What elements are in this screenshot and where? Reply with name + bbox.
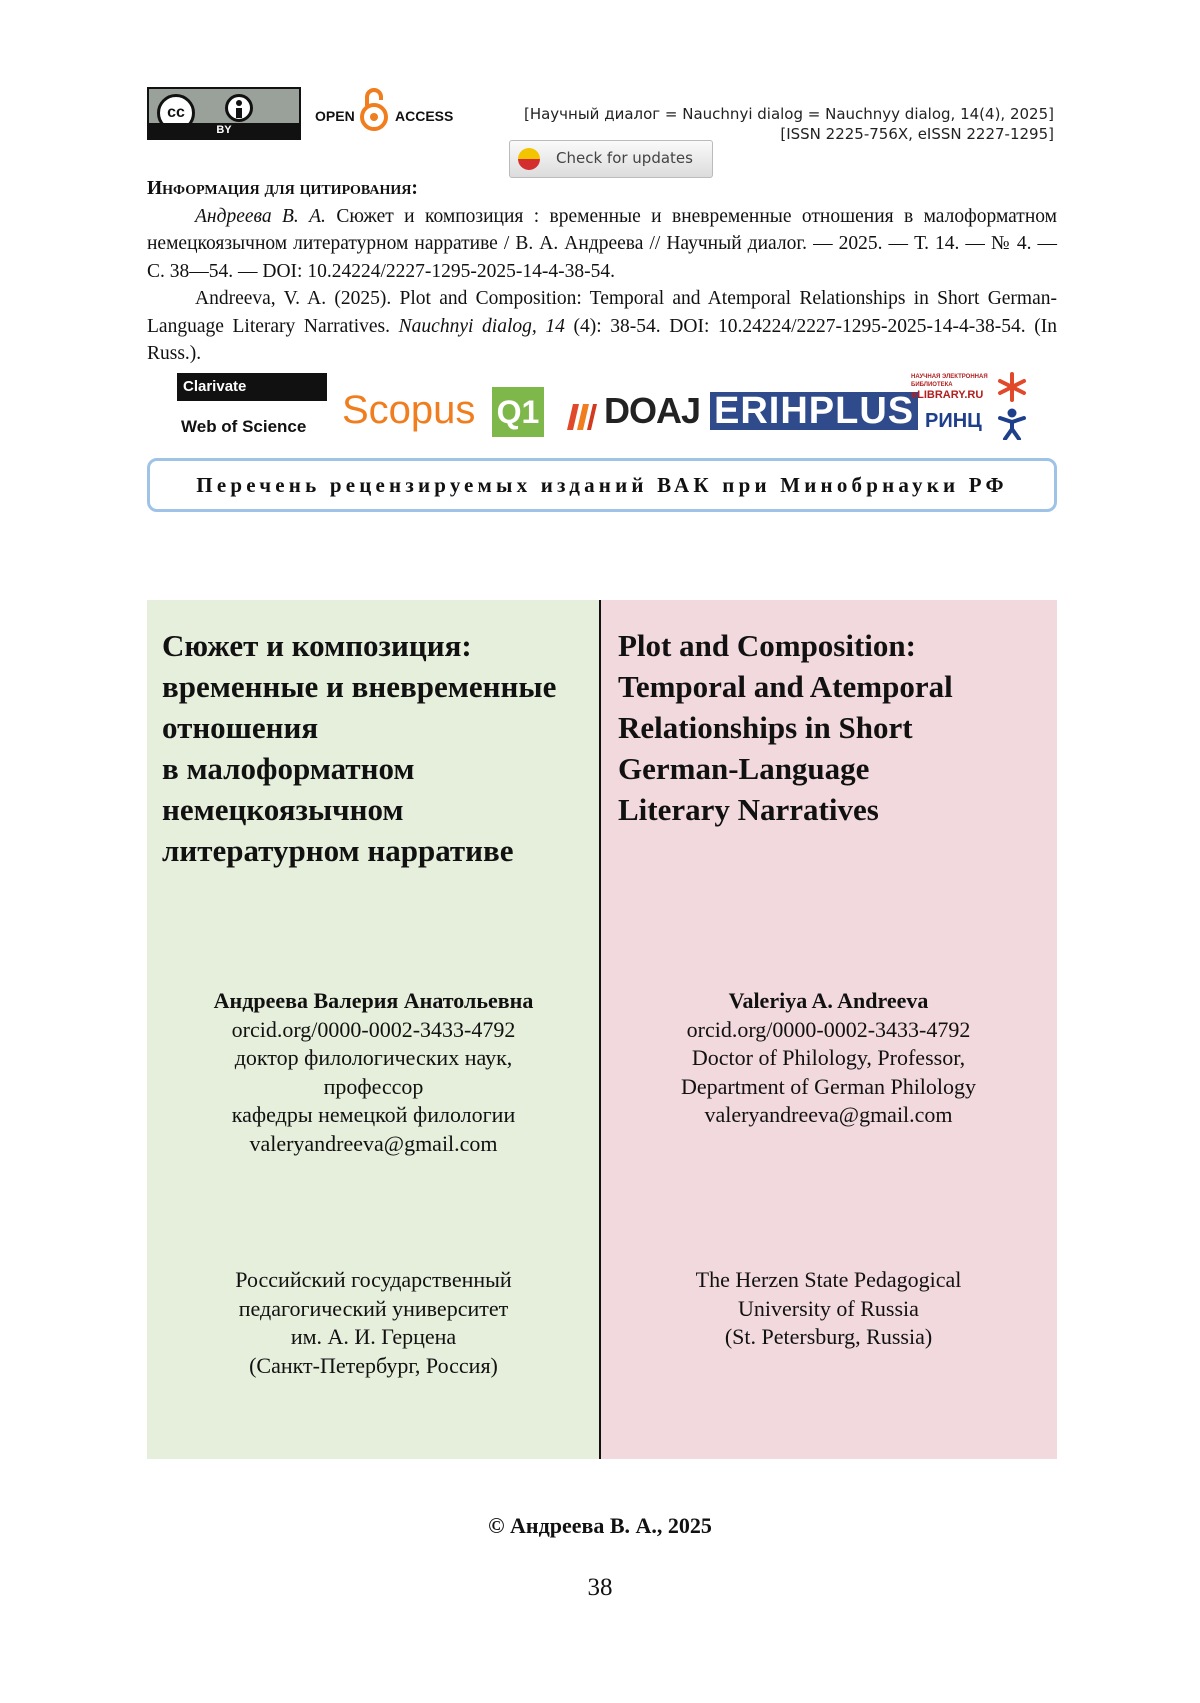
- author-name-russian: Андреева Валерия Анатольевна: [213, 988, 534, 1013]
- title-line: Plot and Composition:: [618, 628, 916, 663]
- vak-list-banner: Перечень рецензируемых изданий ВАК при Минобрнауки РФ: [147, 458, 1057, 512]
- title-line: в малоформатном: [162, 751, 415, 786]
- journal-title-line: [Научный диалог = Nauchnyi dialog = Nauchnyy dialog, 14(4), 2025]: [523, 105, 1054, 123]
- doaj-bars-icon: [565, 400, 599, 432]
- author-position: профессор: [323, 1073, 424, 1099]
- affiliation-line: University of Russia: [738, 1295, 919, 1321]
- citation-english-journal: Nauchnyi dialog, 14: [398, 315, 565, 337]
- citation-english-text: Andreeva, V. A. (2025). Plot and Composition: Temporal and Atemporal Relationships in Short German-Language Literary Narratives.: [147, 288, 1057, 337]
- citation-english: [147, 285, 1057, 368]
- scopus-logo: Scopus: [342, 388, 476, 432]
- affiliation-line: им. А. И. Герцена: [290, 1324, 457, 1350]
- title-line: Literary Narratives: [618, 792, 879, 827]
- author-degree: Doctor of Philology, Professor,: [691, 1045, 966, 1071]
- citation-heading: Информация для цитирования:: [147, 178, 418, 199]
- affiliation-line: Российский государственный: [235, 1267, 512, 1292]
- elibrary-caption: НАУЧНАЯ ЭЛЕКТРОННАЯ БИБЛИОТЕКА: [911, 374, 988, 388]
- check-for-updates-button[interactable]: [509, 140, 713, 178]
- citation-russian-author: Андреева В. А.: [195, 205, 326, 227]
- elibrary-logo: [911, 373, 991, 401]
- title-line: Temporal and Atemporal: [618, 669, 953, 704]
- citation-english-pages: (4): 38-54. DOI: 10.24224/2227-1295-2025-14-4-38-54. (In Russ.).: [147, 315, 1057, 364]
- web-of-science-logo: Web of Science: [181, 417, 307, 436]
- affiliation-english: [600, 1266, 1057, 1352]
- page-number: 38: [587, 1574, 613, 1601]
- author-name-english: Valeriya A. Andreeva: [728, 988, 929, 1013]
- title-line: отношения: [162, 710, 319, 745]
- author-email[interactable]: valeryandreeva@gmail.com: [704, 1102, 953, 1128]
- affiliation-line: педагогический университет: [238, 1295, 509, 1321]
- title-line: Сюжет и композиция:: [162, 628, 472, 663]
- citation-block: [147, 175, 1057, 368]
- author-info-english: [600, 987, 1057, 1130]
- affiliation-line: (Санкт-Петербург, Россия): [249, 1352, 498, 1378]
- clarivate-logo: [177, 373, 327, 401]
- title-line: литературном нарративе: [162, 833, 514, 868]
- open-access-open-text: OPEN: [315, 108, 355, 124]
- copyright-notice: © Андреева В. А., 2025: [488, 1513, 712, 1538]
- elibrary-star-icon: [997, 372, 1027, 402]
- author-email[interactable]: valeryandreeva@gmail.com: [249, 1130, 498, 1156]
- indexing-logos: [147, 370, 1057, 442]
- affiliation-line: The Herzen State Pedagogical: [695, 1267, 962, 1292]
- affiliation-line: (St. Petersburg, Russia): [724, 1324, 933, 1350]
- citation-russian-text: Сюжет и композиция : временные и вневременные отношения в малоформатном немецкоязычном литературном нарративе / В. А. Андреева // Научный диалог. — 2025. — Т. 14. — № 4. — С. 38—54. — DOI: 10.24224/2227-1295-2025-14-4-38-54.: [147, 205, 1057, 282]
- check-for-updates-label: Check for updates: [556, 149, 693, 167]
- elibrary-text: eLIBRARY.RU: [911, 389, 984, 401]
- doaj-logo: DOAJ: [604, 390, 701, 431]
- open-access-lock-icon: [360, 86, 388, 132]
- erihplus-logo: ERIHPLUS: [710, 392, 918, 430]
- journal-issn-line: [ISSN 2225-756X, eISSN 2227-1295]: [780, 125, 1054, 143]
- elibrary-person-icon: [997, 408, 1027, 440]
- author-info-russian: [147, 987, 600, 1159]
- cc-by-license-badge: [147, 87, 301, 140]
- crossmark-icon: [518, 148, 540, 170]
- article-title-english: [618, 625, 1048, 830]
- title-line: Relationships in Short: [618, 710, 913, 745]
- cc-icon: cc: [157, 94, 195, 132]
- title-line: немецкоязычном: [162, 792, 404, 827]
- by-label: BY: [149, 123, 299, 138]
- author-degree: доктор филологических наук,: [234, 1045, 513, 1071]
- author-orcid[interactable]: orcid.org/0000-0002-3433-4792: [231, 1016, 516, 1042]
- affiliation-russian: [147, 1266, 600, 1380]
- citation-russian: [147, 203, 1057, 286]
- rinc-logo: РИНЦ: [925, 410, 982, 432]
- title-line: временные и вневременные: [162, 669, 557, 704]
- clarivate-text: Clarivate: [183, 378, 247, 395]
- author-department: кафедры немецкой филологии: [231, 1102, 516, 1128]
- attribution-person-icon: [225, 94, 253, 122]
- journal-reference: [524, 104, 1054, 144]
- author-department: Department of German Philology: [680, 1073, 977, 1099]
- title-line: German-Language: [618, 751, 870, 786]
- q1-quartile-badge: Q1: [492, 387, 544, 437]
- open-access-access-text: ACCESS: [395, 108, 454, 124]
- author-orcid[interactable]: orcid.org/0000-0002-3433-4792: [686, 1016, 971, 1042]
- article-title-russian: [162, 625, 592, 871]
